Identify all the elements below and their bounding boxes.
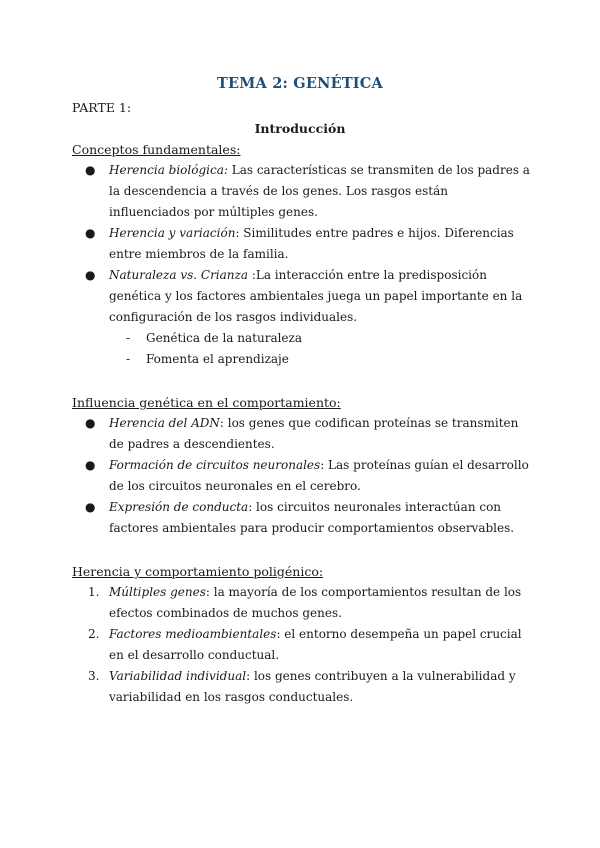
sub-list <box>109 328 532 370</box>
item-term: Múltiples genes <box>109 585 206 599</box>
item-number: 1. <box>88 585 100 599</box>
item-term: Herencia y variación <box>109 226 236 240</box>
part-label: PARTE 1: <box>72 100 132 115</box>
sub-list-item <box>126 349 532 370</box>
list-item <box>72 497 532 539</box>
section-heading: Conceptos fundamentales: <box>72 142 241 157</box>
item-term: Formación de circuitos neuronales <box>109 458 321 472</box>
bullet-list <box>72 160 532 370</box>
numbered-list <box>72 582 532 708</box>
bullet-list <box>72 413 532 539</box>
item-text: : los circuitos neuronales interactúan con factores ambientales para producir comportamientos observables. <box>109 500 515 535</box>
item-term: Naturaleza vs. Crianza <box>109 268 249 282</box>
item-term: Variabilidad individual <box>109 669 247 683</box>
item-term: Expresión de conducta <box>109 500 249 514</box>
section-influencia <box>72 392 532 539</box>
dash-icon: - <box>126 331 131 345</box>
section-heading: Herencia y comportamiento poligénico: <box>72 564 324 579</box>
item-text: : Similitudes entre padres e hijos. Diferencias entre miembros de la familia. <box>109 226 514 261</box>
item-text: Las características se transmiten de los padres a la descendencia a través de los genes. Los rasgos están influenciados por múltiples genes. <box>109 163 530 219</box>
list-item <box>72 666 532 708</box>
bullet-icon: ● <box>85 500 96 514</box>
document-title: TEMA 2: GENÉTICA <box>217 75 383 92</box>
sub-item-text: Genética de la naturaleza <box>146 331 303 345</box>
list-item <box>72 455 532 497</box>
item-text: :La interacción entre la predisposición genética y los factores ambientales juega un papel importante en la configuración de los rasgos individuales. <box>109 268 523 324</box>
item-term: Factores medioambientales <box>109 627 277 641</box>
dash-icon: - <box>126 352 131 366</box>
item-number: 3. <box>88 669 100 683</box>
item-term: Herencia biológica: <box>109 163 228 177</box>
bullet-icon: ● <box>85 163 96 177</box>
section-conceptos <box>72 139 532 370</box>
list-item <box>72 223 532 265</box>
bullet-icon: ● <box>85 416 96 430</box>
bullet-icon: ● <box>85 226 96 240</box>
intro-heading: Introducción <box>254 121 346 136</box>
section-poligenico <box>72 561 532 708</box>
bullet-icon: ● <box>85 458 96 472</box>
item-text: : Las proteínas guían el desarrollo de los circuitos neuronales en el cerebro. <box>109 458 529 493</box>
list-item <box>72 265 532 370</box>
list-item <box>72 160 532 223</box>
item-term: Herencia del ADN <box>109 416 220 430</box>
sub-list-item <box>126 328 532 349</box>
item-number: 2. <box>88 627 100 641</box>
item-text: : la mayoría de los comportamientos resultan de los efectos combinados de muchos genes. <box>109 585 522 620</box>
section-heading: Influencia genética en el comportamiento: <box>72 395 341 410</box>
sub-item-text: Fomenta el aprendizaje <box>146 352 289 366</box>
item-text: : los genes que codifican proteínas se transmiten de padres a descendientes. <box>109 416 519 451</box>
bullet-icon: ● <box>85 268 96 282</box>
item-text: : los genes contribuyen a la vulnerabilidad y variabilidad en los rasgos conductuales. <box>109 669 516 704</box>
item-text: : el entorno desempeña un papel crucial en el desarrollo conductual. <box>109 627 522 662</box>
list-item <box>72 413 532 455</box>
list-item <box>72 582 532 624</box>
list-item <box>72 624 532 666</box>
